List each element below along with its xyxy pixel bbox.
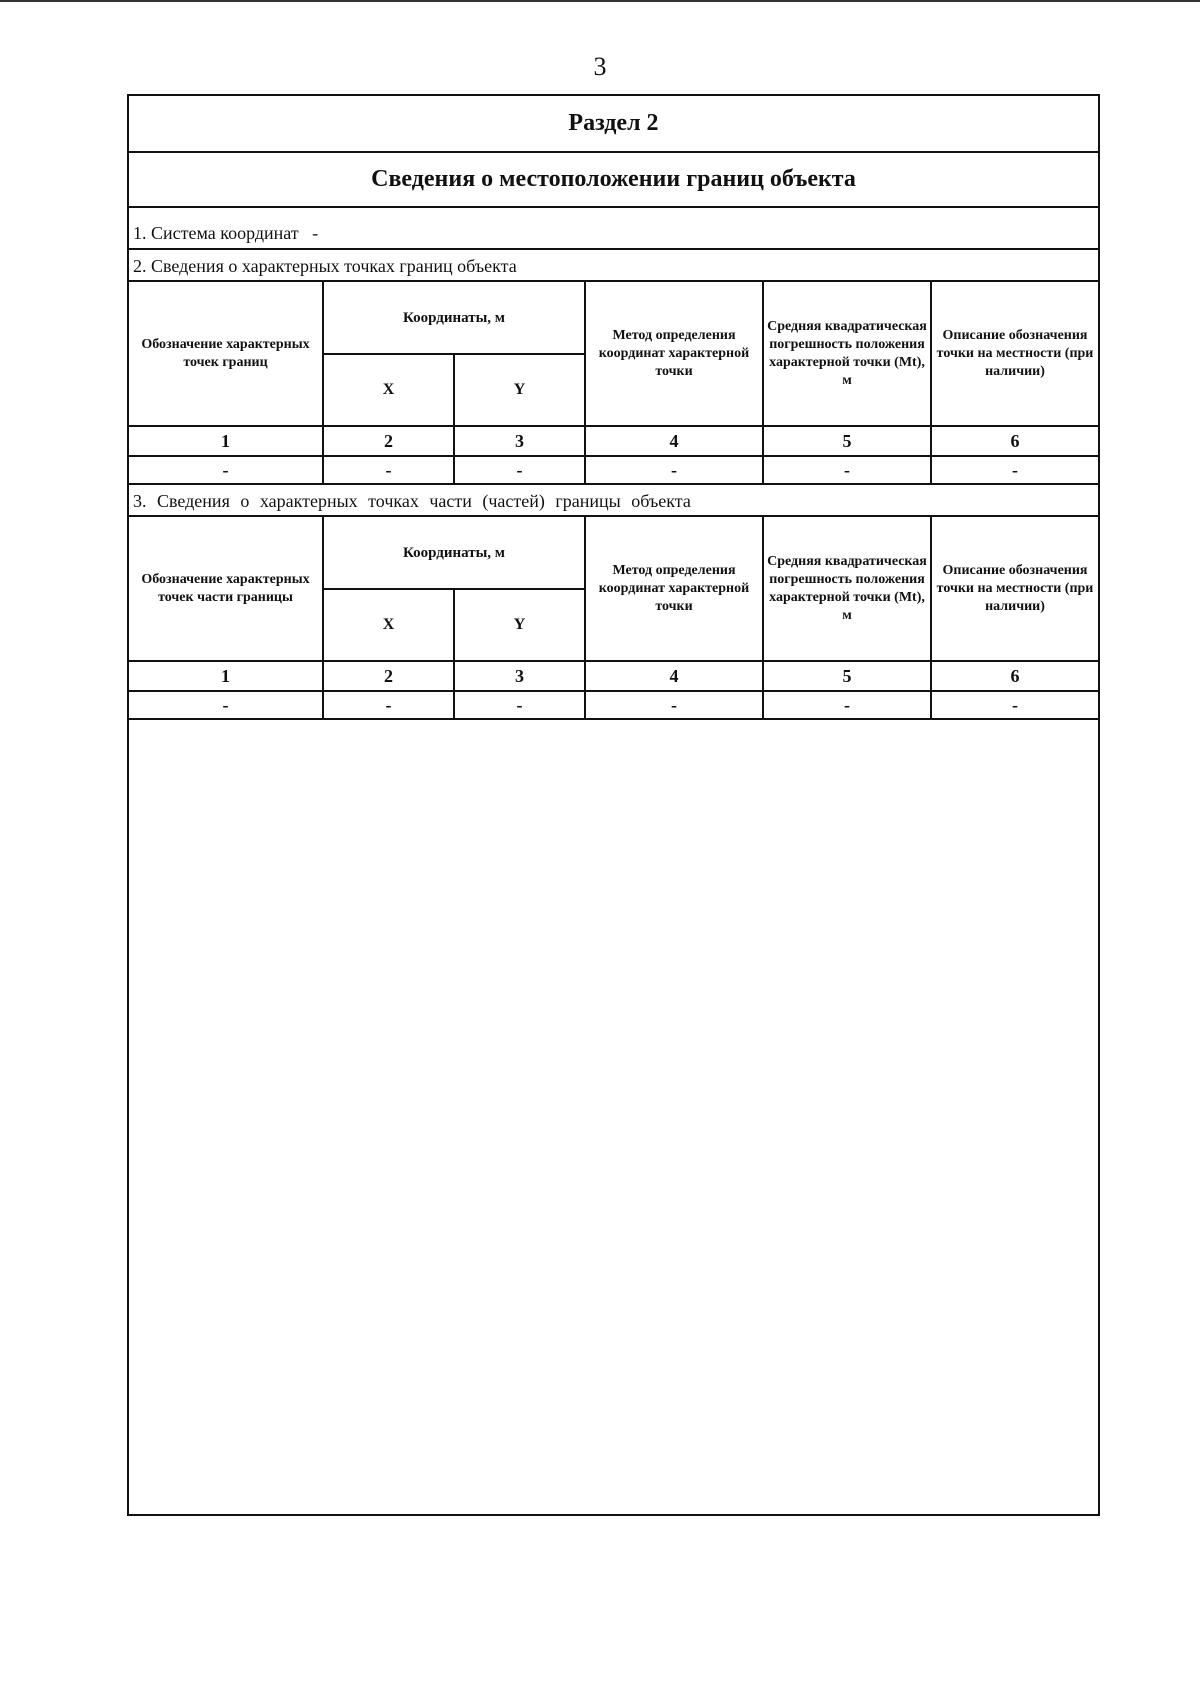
boundary-points-table <box>129 282 1098 485</box>
table-cell: - <box>323 691 454 719</box>
part-points-heading: 3. Сведения о характерных точках части (частей) границы объекта <box>129 485 1098 517</box>
header-description: Описание обозначения точки на местности (при наличии) <box>931 517 1098 661</box>
header-error: Средняя квадратическая погрешность положения характерной точки (Mt), м <box>763 282 931 426</box>
header-x: X <box>323 354 454 426</box>
table-cell: - <box>129 456 323 484</box>
table-cell: - <box>763 456 931 484</box>
section-subtitle: Сведения о местоположении границ объекта <box>129 153 1098 208</box>
header-y: Y <box>454 354 585 426</box>
table-row <box>129 456 1098 484</box>
coordinate-system-line <box>129 208 1098 250</box>
boundary-points-heading: 2. Сведения о характерных точках границ объекта <box>129 250 1098 282</box>
table-row <box>129 691 1098 719</box>
header-coordinates: Координаты, м <box>323 517 585 589</box>
header-designation: Обозначение характерных точек части границы <box>129 517 323 661</box>
column-number: 3 <box>454 426 585 456</box>
table-cell: - <box>931 456 1098 484</box>
coordinate-system-label: 1. Система координат <box>133 223 299 243</box>
table-cell: - <box>454 691 585 719</box>
column-number: 4 <box>585 661 763 691</box>
column-number: 6 <box>931 661 1098 691</box>
section-frame <box>127 94 1100 1516</box>
column-number: 1 <box>129 661 323 691</box>
column-number: 2 <box>323 426 454 456</box>
column-number: 4 <box>585 426 763 456</box>
coordinate-system-value: - <box>312 223 319 243</box>
column-number: 1 <box>129 426 323 456</box>
table-cell: - <box>323 456 454 484</box>
page-number: 3 <box>593 52 607 81</box>
column-number-row <box>129 661 1098 691</box>
column-number: 5 <box>763 426 931 456</box>
table-cell: - <box>931 691 1098 719</box>
section-title: Раздел 2 <box>129 96 1098 153</box>
header-error: Средняя квадратическая погрешность положения характерной точки (Mt), м <box>763 517 931 661</box>
table-cell: - <box>585 456 763 484</box>
column-number: 2 <box>323 661 454 691</box>
column-number: 3 <box>454 661 585 691</box>
table-cell: - <box>585 691 763 719</box>
table-cell: - <box>454 456 585 484</box>
part-points-table <box>129 517 1098 720</box>
header-method: Метод определения координат характерной точки <box>585 282 763 426</box>
header-designation: Обозначение характерных точек границ <box>129 282 323 426</box>
header-y: Y <box>454 589 585 661</box>
column-number: 6 <box>931 426 1098 456</box>
scan-top-edge <box>0 0 1200 2</box>
header-x: X <box>323 589 454 661</box>
header-description: Описание обозначения точки на местности (при наличии) <box>931 282 1098 426</box>
table-cell: - <box>763 691 931 719</box>
column-number: 5 <box>763 661 931 691</box>
header-coordinates: Координаты, м <box>323 282 585 354</box>
header-method: Метод определения координат характерной точки <box>585 517 763 661</box>
column-number-row <box>129 426 1098 456</box>
table-cell: - <box>129 691 323 719</box>
